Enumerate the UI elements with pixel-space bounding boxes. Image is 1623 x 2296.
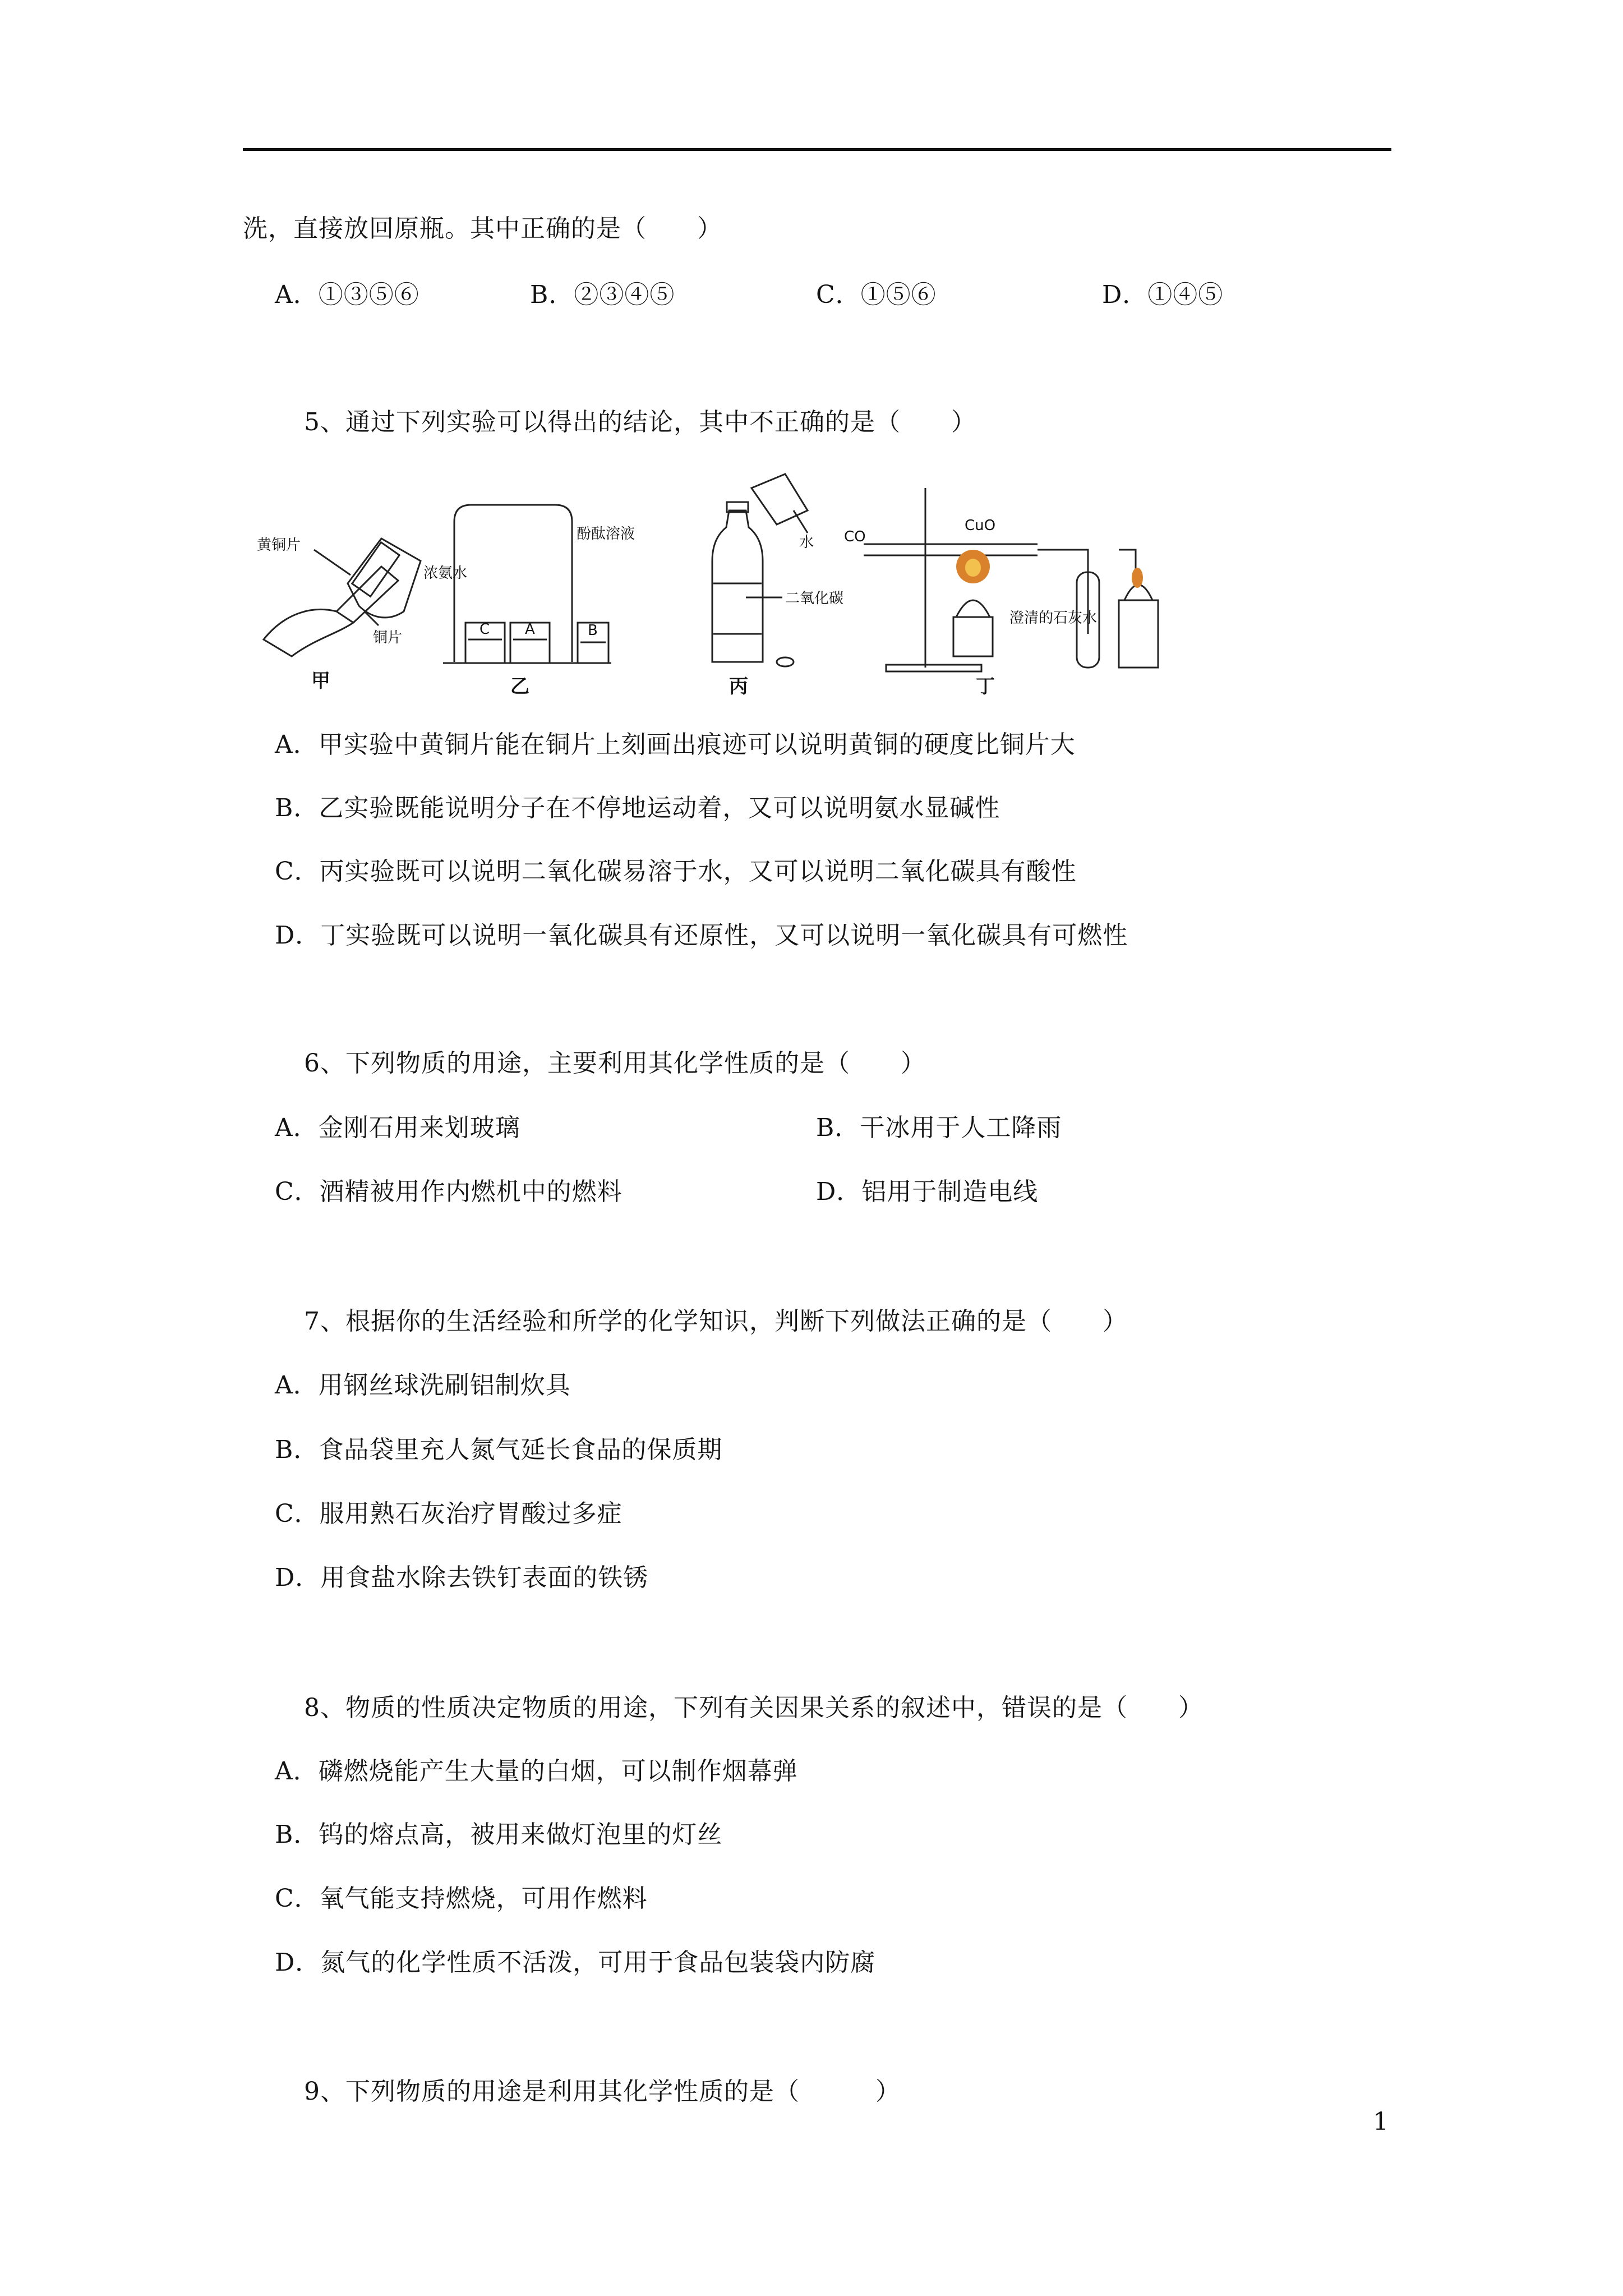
q8-option-d: D．氮气的化学性质不活泼，可用于食品包装袋内防腐 [275, 1948, 876, 1977]
label-copper-plate: 铜片 [373, 629, 403, 646]
page-number: 1 [1373, 2108, 1389, 2136]
caption-yi: 乙 [510, 675, 529, 696]
figure-panel-ding [864, 488, 1158, 671]
q5-option-a: A．甲实验中黄铜片能在铜片上刻画出痕迹可以说明黄铜的硬度比铜片大 [275, 730, 1076, 759]
label-beaker-c: C [479, 621, 490, 638]
q6-stem: 6、下列物质的用途，主要利用其化学性质的是（ ） [304, 1049, 926, 1078]
q4-option-b: B．②③④⑤ [530, 280, 675, 309]
q8-option-b: B．钨的熔点高，被用来做灯泡里的灯丝 [275, 1820, 723, 1849]
water-beaker-shape [751, 474, 808, 524]
caption-bing: 丙 [729, 675, 748, 696]
q7-option-b: B．食品袋里充人氮气延长食品的保质期 [275, 1435, 723, 1464]
caption-jia: 甲 [311, 670, 330, 692]
q5-experiment-figure [252, 471, 1172, 696]
header-rule [243, 148, 1391, 151]
label-co: CO [844, 528, 866, 545]
label-limewater: 澄清的石灰水 [1009, 610, 1098, 627]
q7-option-d: D．用食盐水除去铁钉表面的铁锈 [275, 1563, 649, 1592]
q9-stem: 9、下列物质的用途是利用其化学性质的是（ ） [304, 2077, 901, 2106]
label-water: 水 [799, 534, 814, 551]
bottle-lid-shape [777, 657, 794, 666]
bottle-shape [712, 510, 763, 662]
caption-ding: 丁 [976, 675, 995, 696]
q8-option-c: C．氧气能支持燃烧，可用作燃料 [275, 1884, 648, 1913]
q4-option-d: D．①④⑤ [1102, 280, 1224, 309]
iron-stand-base [886, 665, 981, 671]
q5-stem: 5、通过下列实验可以得出的结论，其中不正确的是（ ） [304, 408, 976, 436]
q4-option-c: C．①⑤⑥ [816, 280, 937, 309]
lamp-block-left [953, 617, 993, 656]
q7-stem: 7、根据你的生活经验和所学的化学知识，判断下列做法正确的是（ ） [304, 1307, 1128, 1336]
bell-jar-shape [454, 505, 572, 662]
label-cuo: CuO [965, 517, 996, 534]
q6-option-a: A．金刚石用来划玻璃 [275, 1114, 520, 1142]
q8-option-a: A．磷燃烧能产生大量的白烟，可以制作烟幕弹 [275, 1757, 798, 1786]
q6-option-d: D．铝用于制造电线 [816, 1177, 1039, 1206]
label-beaker-a: A [525, 621, 535, 638]
label-brass-plate: 黄铜片 [257, 537, 301, 554]
q7-option-a: A．用钢丝球洗刷铝制炊具 [275, 1371, 571, 1400]
q5-option-c: C．丙实验既可以说明二氧化碳易溶于水，又可以说明二氧化碳具有酸性 [275, 857, 1077, 886]
left-hand-shape [264, 610, 353, 656]
q5-option-d: D．丁实验既可以说明一氧化碳具有还原性，又可以说明一氧化碳具有可燃性 [275, 921, 1128, 950]
label-phenolphthalein: 酚酞溶液 [577, 526, 635, 542]
figure-panel-bing [712, 474, 808, 666]
q6-option-b: B．干冰用于人工降雨 [816, 1114, 1062, 1142]
q7-option-c: C．服用熟石灰治疗胃酸过多症 [275, 1499, 623, 1528]
lamp-block-right [1119, 600, 1158, 668]
label-carbon-dioxide: 二氧化碳 [785, 590, 844, 607]
alcohol-lamp-left [956, 600, 990, 617]
q4-option-a: A．①③⑤⑥ [275, 280, 419, 309]
q4-continuation-text: 洗，直接放回原瓶。其中正确的是（ ） [243, 214, 722, 243]
q5-option-b: B．乙实验既能说明分子在不停地运动着，又可以说明氨水显碱性 [275, 794, 1000, 822]
flames [956, 550, 1143, 588]
label-pointer [365, 611, 379, 625]
flame-right [1132, 568, 1143, 588]
label-pointer [314, 550, 351, 575]
q6-option-c: C．酒精被用作内燃机中的燃料 [275, 1177, 623, 1206]
q8-stem: 8、物质的性质决定物质的用途，下列有关因果关系的叙述中，错误的是（ ） [304, 1694, 1204, 1722]
label-ammonia: 浓氨水 [423, 565, 468, 582]
label-beaker-b: B [588, 622, 598, 639]
